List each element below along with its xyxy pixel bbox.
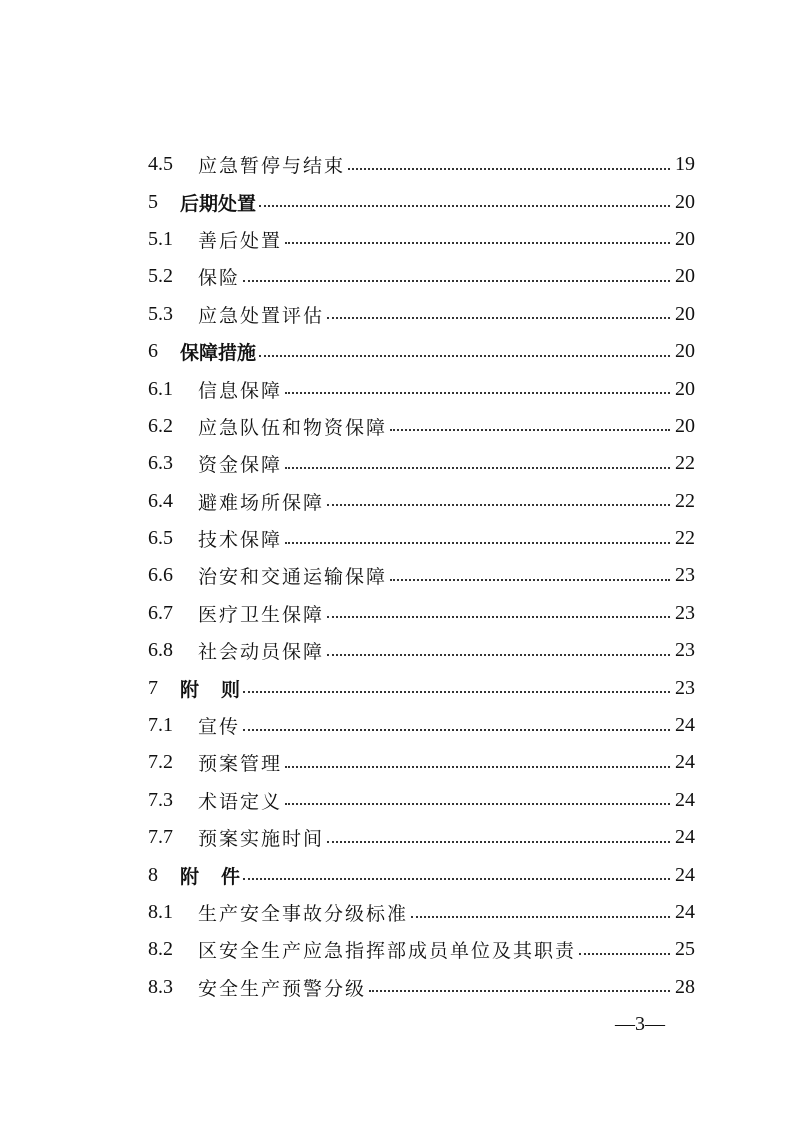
toc-entry-number: 5.1 [148,227,173,250]
dot-leader [285,766,670,768]
dot-leader [327,654,670,656]
dot-leader [327,841,670,843]
dot-leader [579,953,670,955]
toc-entry-page: 20 [675,302,695,325]
toc-entry-number: 7.3 [148,788,173,811]
toc-entry-page: 24 [675,863,695,886]
toc-entry[interactable] [148,520,695,557]
toc-entry-number: 4.5 [148,153,173,176]
dot-leader [369,990,670,992]
toc-entry-number: 6.8 [148,639,173,662]
toc-entry-page: 22 [675,527,695,550]
toc-entry[interactable] [148,931,695,968]
toc-entry[interactable] [148,370,695,407]
toc-entry-number: 7.2 [148,751,173,774]
toc-entry[interactable] [148,183,695,220]
dot-leader [285,467,670,469]
toc-entry[interactable] [148,744,695,781]
toc-entry-title: 保障措施 [180,342,257,365]
toc-entry[interactable] [148,669,695,706]
toc-entry-page: 28 [675,975,695,998]
toc-entry-number: 7 [148,676,158,699]
toc-entry-title: 区安全生产应急指挥部成员单位及其职责 [198,940,577,963]
toc-entry-page: 24 [675,788,695,811]
dot-leader [411,916,670,918]
toc-entry-page: 24 [675,714,695,737]
dot-leader [285,803,670,805]
toc-entry-page: 20 [675,414,695,437]
toc-entry[interactable] [148,707,695,744]
toc-entry-page: 20 [675,340,695,363]
dot-leader [259,355,670,357]
toc-entry[interactable] [148,445,695,482]
toc-entry[interactable] [148,782,695,819]
toc-entry-number: 5.3 [148,302,173,325]
toc-entry-title: 应急处置评估 [198,304,325,327]
dot-leader [243,729,670,731]
toc-entry[interactable] [148,146,695,183]
dot-leader [285,542,670,544]
toc-entry[interactable] [148,595,695,632]
dot-leader [327,317,670,319]
toc-entry-page: 20 [675,190,695,213]
toc-entry-number: 8.1 [148,901,173,923]
toc-entry[interactable] [148,258,695,295]
toc-entry-number: 6.1 [148,377,173,400]
toc-entry[interactable] [148,483,695,520]
toc-entry-page: 23 [675,676,695,699]
toc-entry-page: 19 [675,153,695,176]
toc-entry-title: 信息保障 [198,379,283,402]
toc-entry-title: 保险 [198,267,241,290]
toc-entry-page: 24 [675,751,695,774]
toc-entry-title: 后期处置 [180,192,257,215]
toc-entry-title: 宣传 [198,716,241,739]
toc-entry-number: 5 [148,190,158,213]
toc-entry-number: 6.4 [148,489,173,512]
toc-entry-title: 应急队伍和物资保障 [198,416,388,439]
dot-leader [259,205,670,207]
toc-entry-number: 7.1 [148,714,173,737]
toc-entry[interactable] [148,894,695,931]
toc-entry-title: 生产安全事故分级标准 [198,903,409,925]
toc-entry-number: 6 [148,340,158,363]
toc-entry[interactable] [148,632,695,669]
toc-entry-number: 6.3 [148,452,173,475]
toc-entry-number: 8.3 [148,975,173,998]
toc-entry-page: 20 [675,227,695,250]
toc-entry[interactable] [148,296,695,333]
toc-entry-title: 术语定义 [198,790,283,813]
toc-entry-page: 20 [675,377,695,400]
toc-entry-number: 5.2 [148,265,173,288]
toc-entry[interactable] [148,408,695,445]
toc-entry-title: 治安和交通运输保障 [198,566,388,589]
toc-entry-page: 24 [675,901,695,923]
toc-entry-number: 7.7 [148,826,173,849]
toc-entry-number: 8 [148,863,158,886]
toc-entry-page: 20 [675,265,695,288]
toc-entry[interactable] [148,819,695,856]
toc-entry-page: 23 [675,639,695,662]
toc-entry-title: 应急暂停与结束 [198,155,346,178]
dot-leader [243,691,670,693]
dot-leader [327,504,670,506]
dot-leader [285,242,670,244]
toc-entry-title: 技术保障 [198,529,283,552]
toc-entry[interactable] [148,856,695,893]
toc-entry[interactable] [148,333,695,370]
dot-leader [390,579,670,581]
toc-entry-title: 资金保障 [198,454,283,477]
dot-leader [243,878,670,880]
toc-entry-page: 24 [675,826,695,849]
toc-entry-number: 6.6 [148,564,173,587]
toc-entry-title: 避难场所保障 [198,491,325,514]
toc-entry-title: 社会动员保障 [198,641,325,664]
dot-leader [348,168,670,170]
dot-leader [390,429,670,431]
toc-entry-page: 23 [675,564,695,587]
toc-entry-title: 医疗卫生保障 [198,603,325,626]
toc-entry[interactable] [148,557,695,594]
toc-entry[interactable] [148,221,695,258]
toc-entry-title: 安全生产预警分级 [198,977,367,1000]
toc-entry-page: 22 [675,452,695,475]
toc-entry-title: 预案实施时间 [198,828,325,851]
toc-entry-page: 25 [675,938,695,961]
dot-leader [243,280,670,282]
table-of-contents [148,146,695,1006]
dot-leader [285,392,670,394]
toc-entry-number: 6.7 [148,601,173,624]
toc-entry[interactable] [148,969,695,1006]
toc-entry-title: 善后处置 [198,229,283,252]
page-number: —3— [615,1013,665,1035]
toc-entry-title: 附件 [180,865,263,888]
dot-leader [327,616,670,618]
toc-entry-title: 预案管理 [198,753,283,776]
toc-entry-number: 6.5 [148,527,173,550]
toc-entry-title: 附则 [180,678,263,701]
toc-entry-number: 8.2 [148,938,173,961]
toc-entry-page: 23 [675,601,695,624]
toc-entry-page: 22 [675,489,695,512]
toc-entry-number: 6.2 [148,414,173,437]
